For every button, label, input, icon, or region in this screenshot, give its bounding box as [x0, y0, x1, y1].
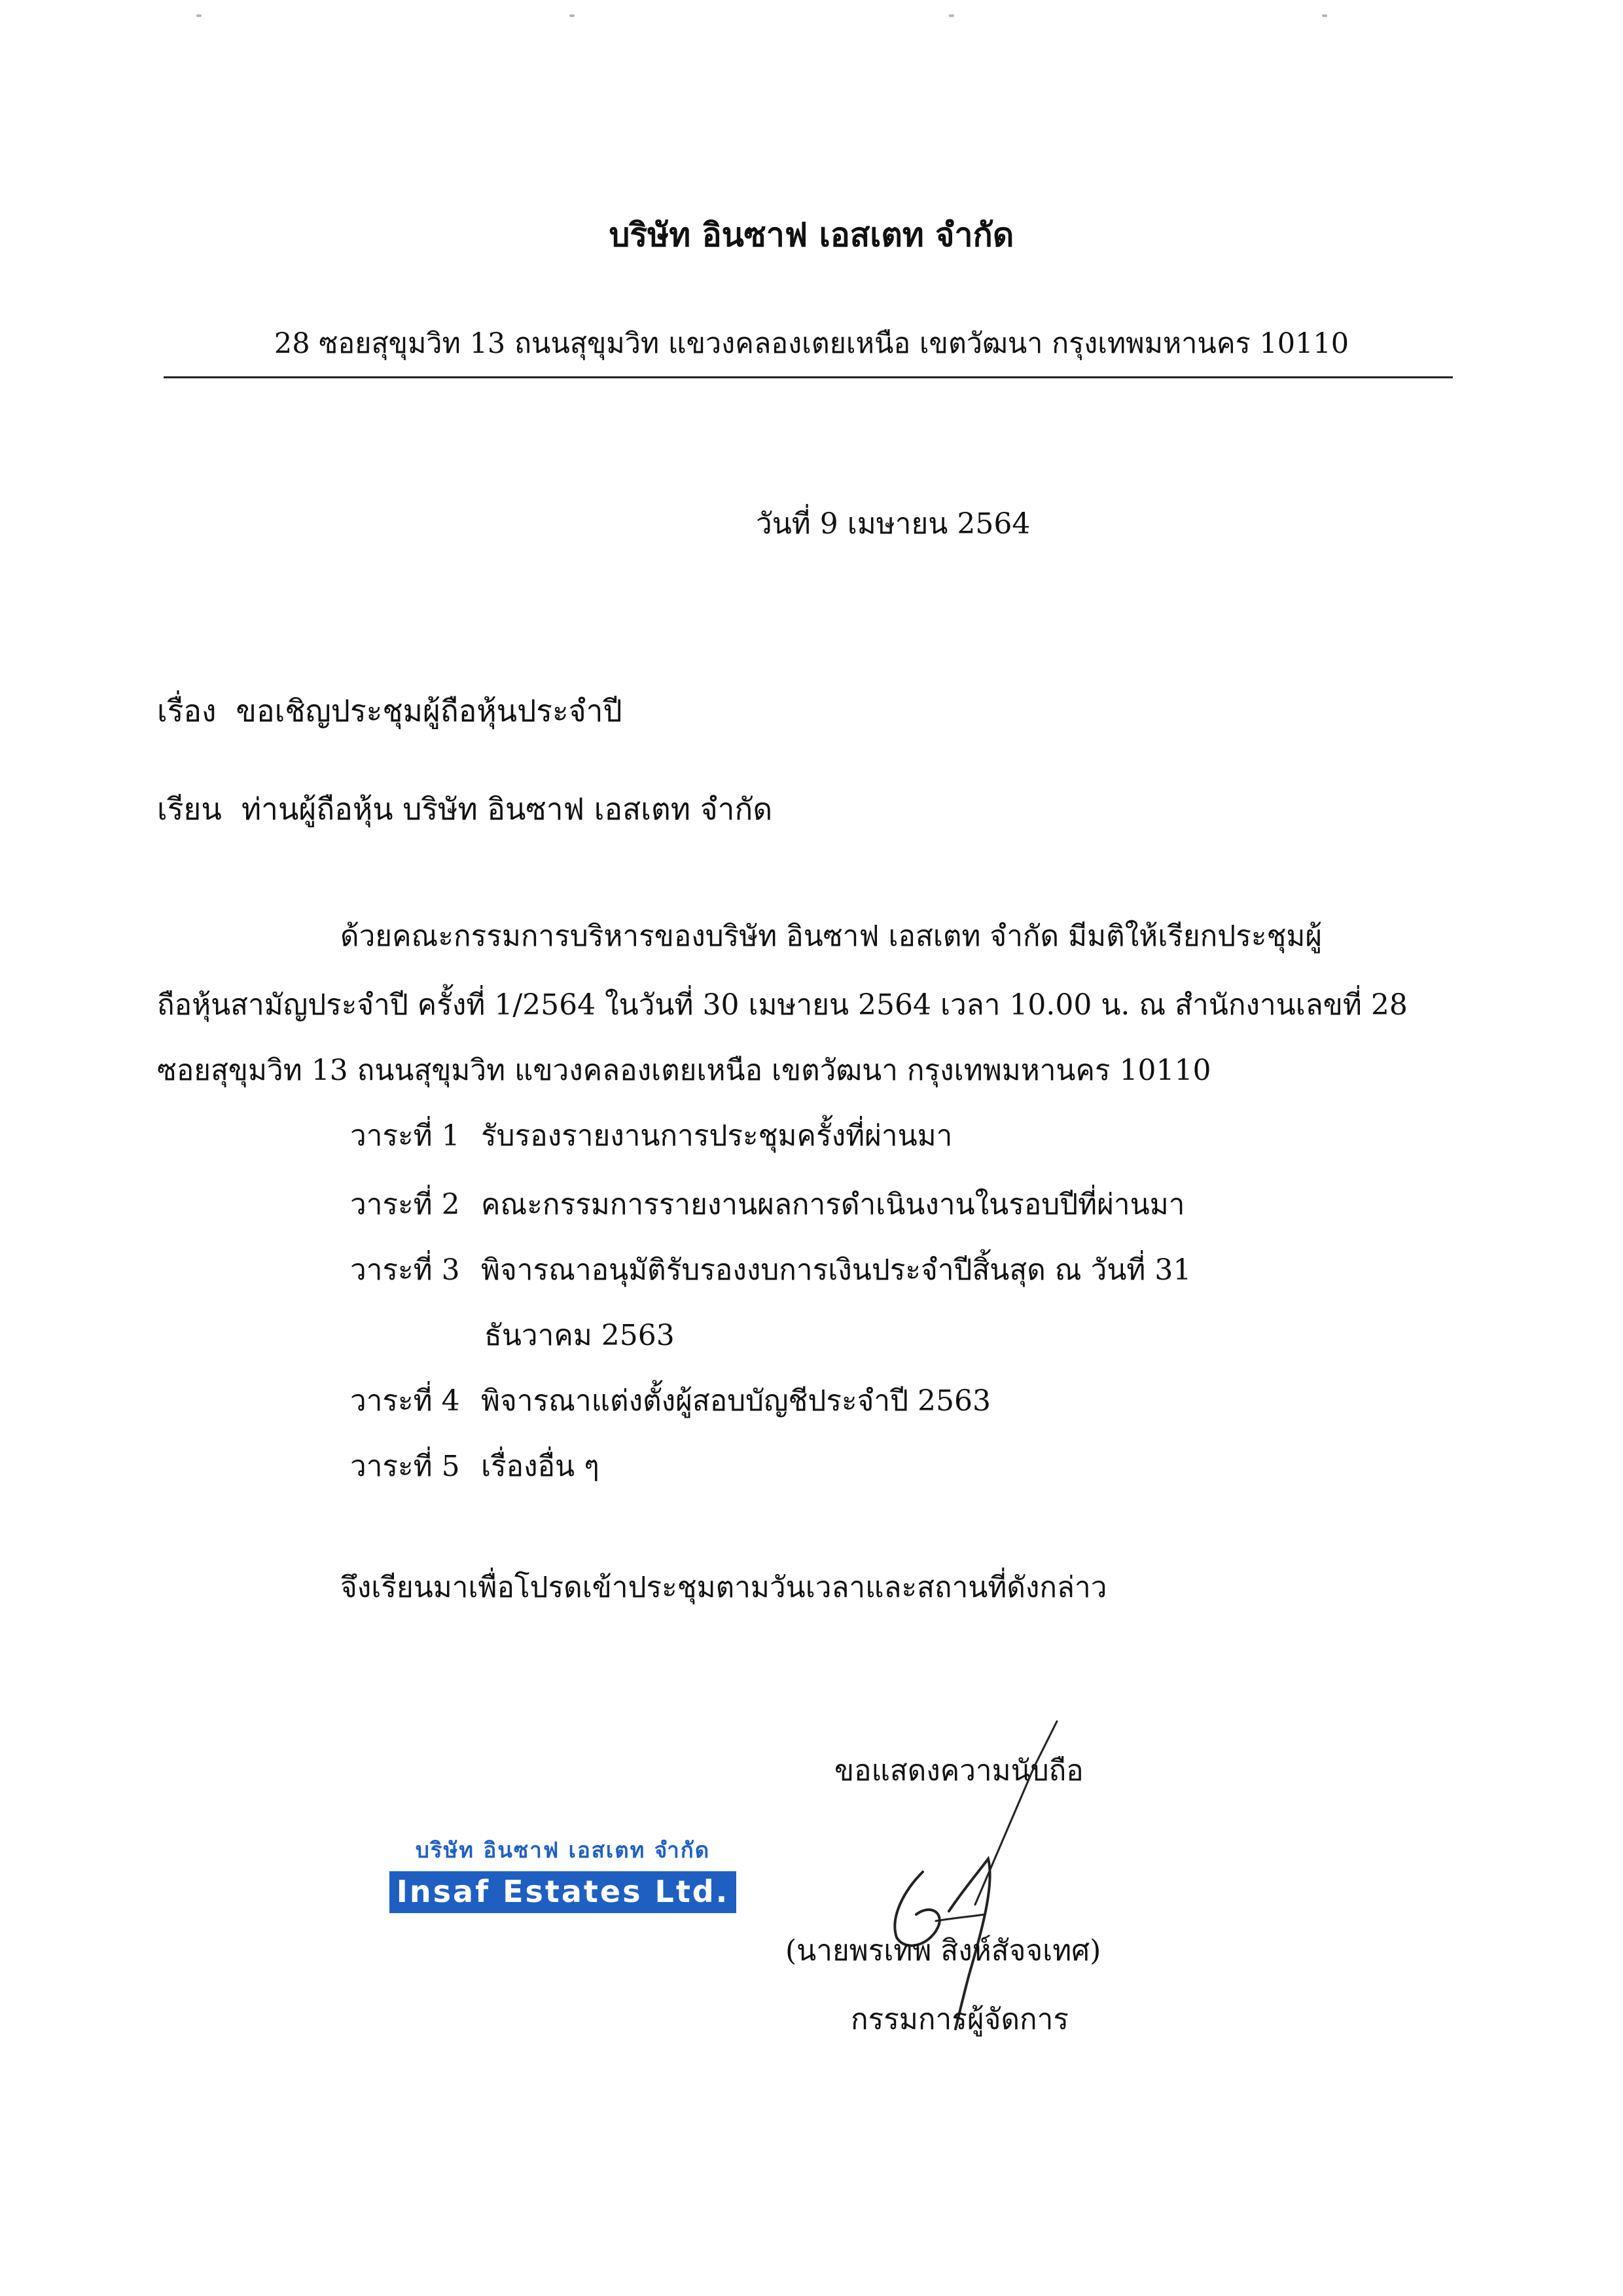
- letter-date: วันที่ 9 เมษายน 2564: [756, 507, 1031, 541]
- agenda-text-continued: ธันวาคม 2563: [484, 1319, 675, 1352]
- subject-line: [157, 687, 622, 735]
- body-line-2: ถือหุ้นสามัญประจำปี ครั้งที่ 1/2564 ในวันที่ 30 เมษายน 2564 เวลา 10.00 น. ณ สำนักงานเลขที่ 28: [157, 988, 1408, 1022]
- scan-mark: [949, 14, 954, 17]
- closing-line: จึงเรียนมาเพื่อโปรดเข้าประชุมตามวันเวลาและสถานที่ดังกล่าว: [340, 1571, 1107, 1604]
- scan-mark: [569, 14, 575, 17]
- agenda-text: พิจารณาแต่งตั้งผู้สอบบัญชีประจำปี 2563: [481, 1384, 991, 1418]
- agenda-item: [350, 1443, 599, 1489]
- company-stamp: [389, 1833, 736, 1913]
- signer-name: (นายพรเทพ สิงห์สัจจเทศ): [785, 1934, 1101, 1967]
- agenda-item: [350, 1113, 952, 1158]
- agenda-text: เรื่องอื่น ๆ: [481, 1450, 599, 1483]
- company-name: บริษัท อินซาฟ เอสเตท จำกัด: [609, 215, 1014, 254]
- stamp-english-text: Insaf Estates Ltd.: [389, 1871, 736, 1913]
- scan-mark: [1322, 14, 1327, 17]
- recipient-label: เรียน: [157, 791, 222, 827]
- recipient-text: ท่านผู้ถือหุ้น บริษัท อินซาฟ เอสเตท จำกัด: [241, 791, 773, 827]
- agenda-text: รับรองรายงานการประชุมครั้งที่ผ่านมา: [481, 1119, 953, 1153]
- agenda-item: [350, 1378, 991, 1424]
- agenda-text: พิจารณาอนุมัติรับรองงบการเงินประจำปีสิ้นสุด ณ วันที่ 31: [481, 1253, 1192, 1287]
- subject-text: ขอเชิญประชุมผู้ถือหุ้นประจำปี: [236, 693, 622, 728]
- handwritten-signature: [825, 1695, 1099, 2036]
- stamp-thai-text: บริษัท อินซาฟ เอสเตท จำกัด: [415, 1837, 711, 1863]
- agenda-number: วาระที่ 4: [350, 1384, 460, 1418]
- agenda-number: วาระที่ 1: [350, 1119, 460, 1153]
- agenda-text: คณะกรรมการรายงานผลการดำเนินงานในรอบปีที่ผ่านมา: [481, 1188, 1185, 1221]
- body-line-3: ซอยสุขุมวิท 13 ถนนสุขุมวิท แขวงคลองเตยเหนือ เขตวัฒนา กรุงเทพมหานคร 10110: [157, 1054, 1211, 1087]
- agenda-number: วาระที่ 3: [350, 1253, 460, 1287]
- agenda-item: [350, 1181, 1185, 1227]
- body-line-1: ด้วยคณะกรรมการบริหารของบริษัท อินซาฟ เอสเตท จำกัด มีมติให้เรียกประชุมผู้: [340, 920, 1323, 953]
- agenda-item: [350, 1247, 1191, 1293]
- agenda-number: วาระที่ 5: [350, 1450, 460, 1483]
- header-divider: [164, 376, 1453, 378]
- company-address: 28 ซอยสุขุมวิท 13 ถนนสุขุมวิท แขวงคลองเตยเหนือ เขตวัฒนา กรุงเทพมหานคร 10110: [274, 327, 1349, 360]
- regards-text: ขอแสดงความนับถือ: [834, 1754, 1084, 1787]
- subject-label: เรื่อง: [157, 693, 217, 728]
- scan-mark: [196, 14, 202, 17]
- agenda-number: วาระที่ 2: [350, 1188, 460, 1221]
- recipient-line: [157, 785, 772, 833]
- signer-position: กรรมการผู้จัดการ: [851, 2003, 1069, 2036]
